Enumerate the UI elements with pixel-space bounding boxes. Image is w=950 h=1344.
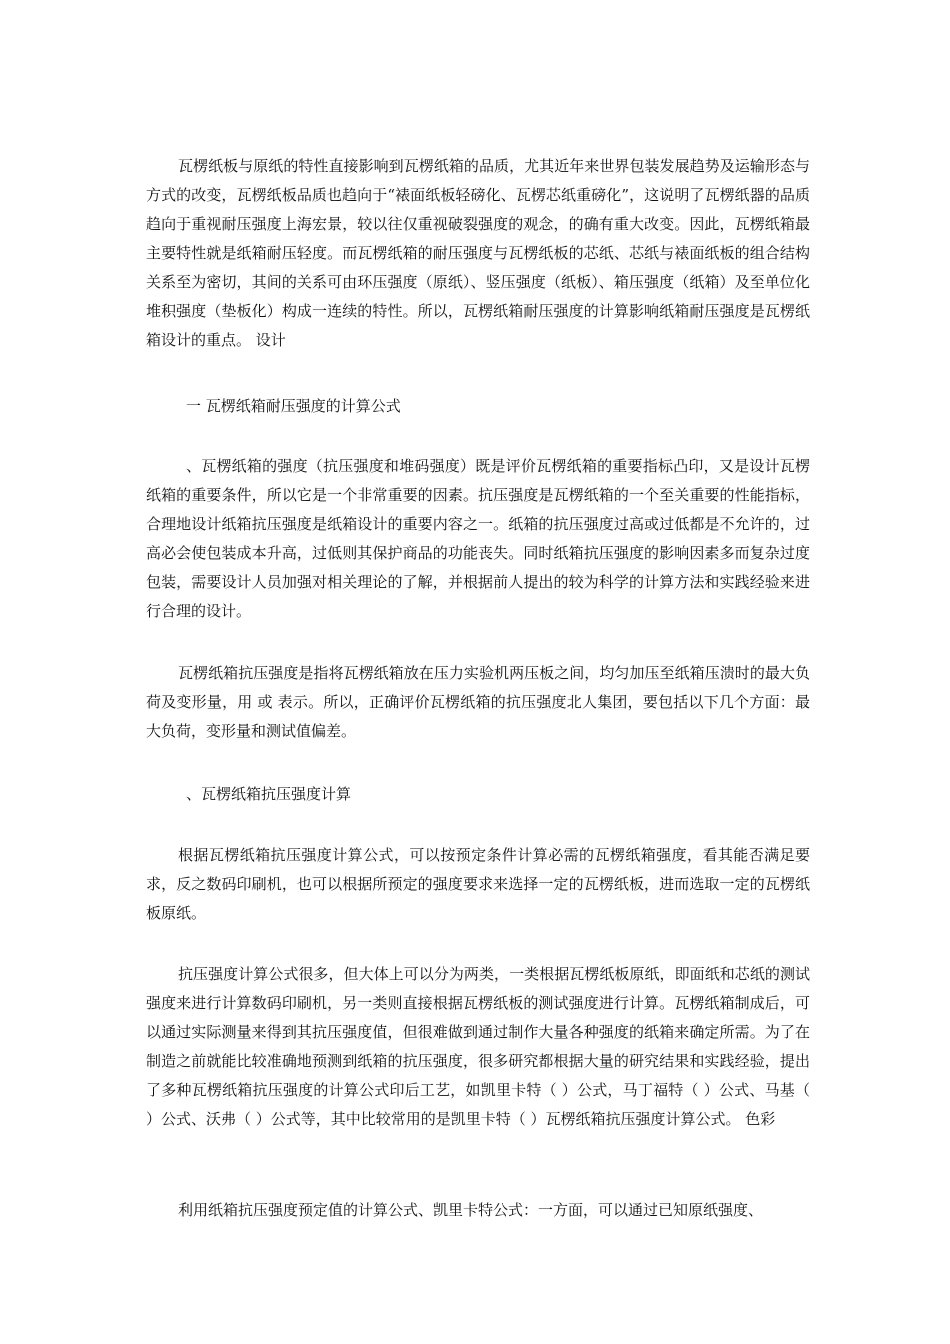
paragraph-strength: 、瓦楞纸箱的强度（抗压强度和堆码强度）既是评价瓦楞纸箱的重要指标凸印，又是设计瓦楞纸箱的重要条件，所以它是一个非常重要的因素。抗压强度是瓦楞纸箱的一个至关重要的性能指标，合理地设计纸箱抗压强度是纸箱设计的重要内容之一。纸箱的抗压强度过高或过低都是不允许的，过高必会使包装成本升高，过低则其保护商品的功能丧失。同时纸箱抗压强度的影响因素多而复杂过度包装，需要设计人员加强对相关理论的了解，并根据前人提出的较为科学的计算方法和实践经验来进行合理的设计。 [146,457,810,620]
section-heading-2: 、瓦楞纸箱抗压强度计算 [186,785,352,803]
paragraph-definition: 瓦楞纸箱抗压强度是指将瓦楞纸箱放在压力实验机两压板之间，均匀加压至纸箱压溃时的最大负荷及变形量，用 或 表示。所以，正确评价瓦楞纸箱的抗压强度北人集团，要包括以下几个方面：最大负荷，变形量和测试值偏差。 [146,664,810,740]
paragraph-kellicutt: 利用纸箱抗压强度预定值的计算公式、凯里卡特公式：一方面，可以通过已知原纸强度、 [178,1201,764,1219]
paragraph-intro: 瓦楞纸板与原纸的特性直接影响到瓦楞纸箱的品质，尤其近年来世界包装发展趋势及运输形态与方式的改变，瓦楞纸板品质也趋向于“裱面纸板轻磅化、瓦楞芯纸重磅化”，这说明了瓦楞纸器的品质趋向于重视耐压强度上海宏景，较以往仅重视破裂强度的观念，的确有重大改变。因此，瓦楞纸箱最主要特性就是纸箱耐压轻度。而瓦楞纸箱的耐压强度与瓦楞纸板的芯纸、芯纸与裱面纸板的组合结构关系至为密切，其间的关系可由环压强度（原纸）、竖压强度（纸板）、箱压强度（纸箱）及至单位化堆积强度（垫板化）构成一连续的特性。所以，瓦楞纸箱耐压强度的计算影响纸箱耐压强度是瓦楞纸箱设计的重点。 设计 [146,157,810,349]
paragraph-calculation: 根据瓦楞纸箱抗压强度计算公式，可以按预定条件计算必需的瓦楞纸箱强度，看其能否满足要求，反之数码印刷机，也可以根据所预定的强度要求来选择一定的瓦楞纸板，进而选取一定的瓦楞纸板原纸。 [146,846,810,922]
paragraph-formulas: 抗压强度计算公式很多，但大体上可以分为两类，一类根据瓦楞纸板原纸，即面纸和芯纸的测试强度来进行计算数码印刷机，另一类则直接根据瓦楞纸板的测试强度进行计算。瓦楞纸箱制成后，可以通过实际测量来得到其抗压强度值，但很难做到通过制作大量各种强度的纸箱来确定所需。为了在制造之前就能比较准确地预测到纸箱的抗压强度，很多研究都根据大量的研究结果和实践经验，提出了多种瓦楞纸箱抗压强度的计算公式印后工艺，如凯里卡特（ ）公式，马丁福特（ ）公式、马基（ ）公式、沃弗（ ）公式等，其中比较常用的是凯里卡特（ ）瓦楞纸箱抗压强度计算公式。 色彩 [146,965,810,1128]
section-heading-1: 一 瓦楞纸箱耐压强度的计算公式 [186,397,401,415]
